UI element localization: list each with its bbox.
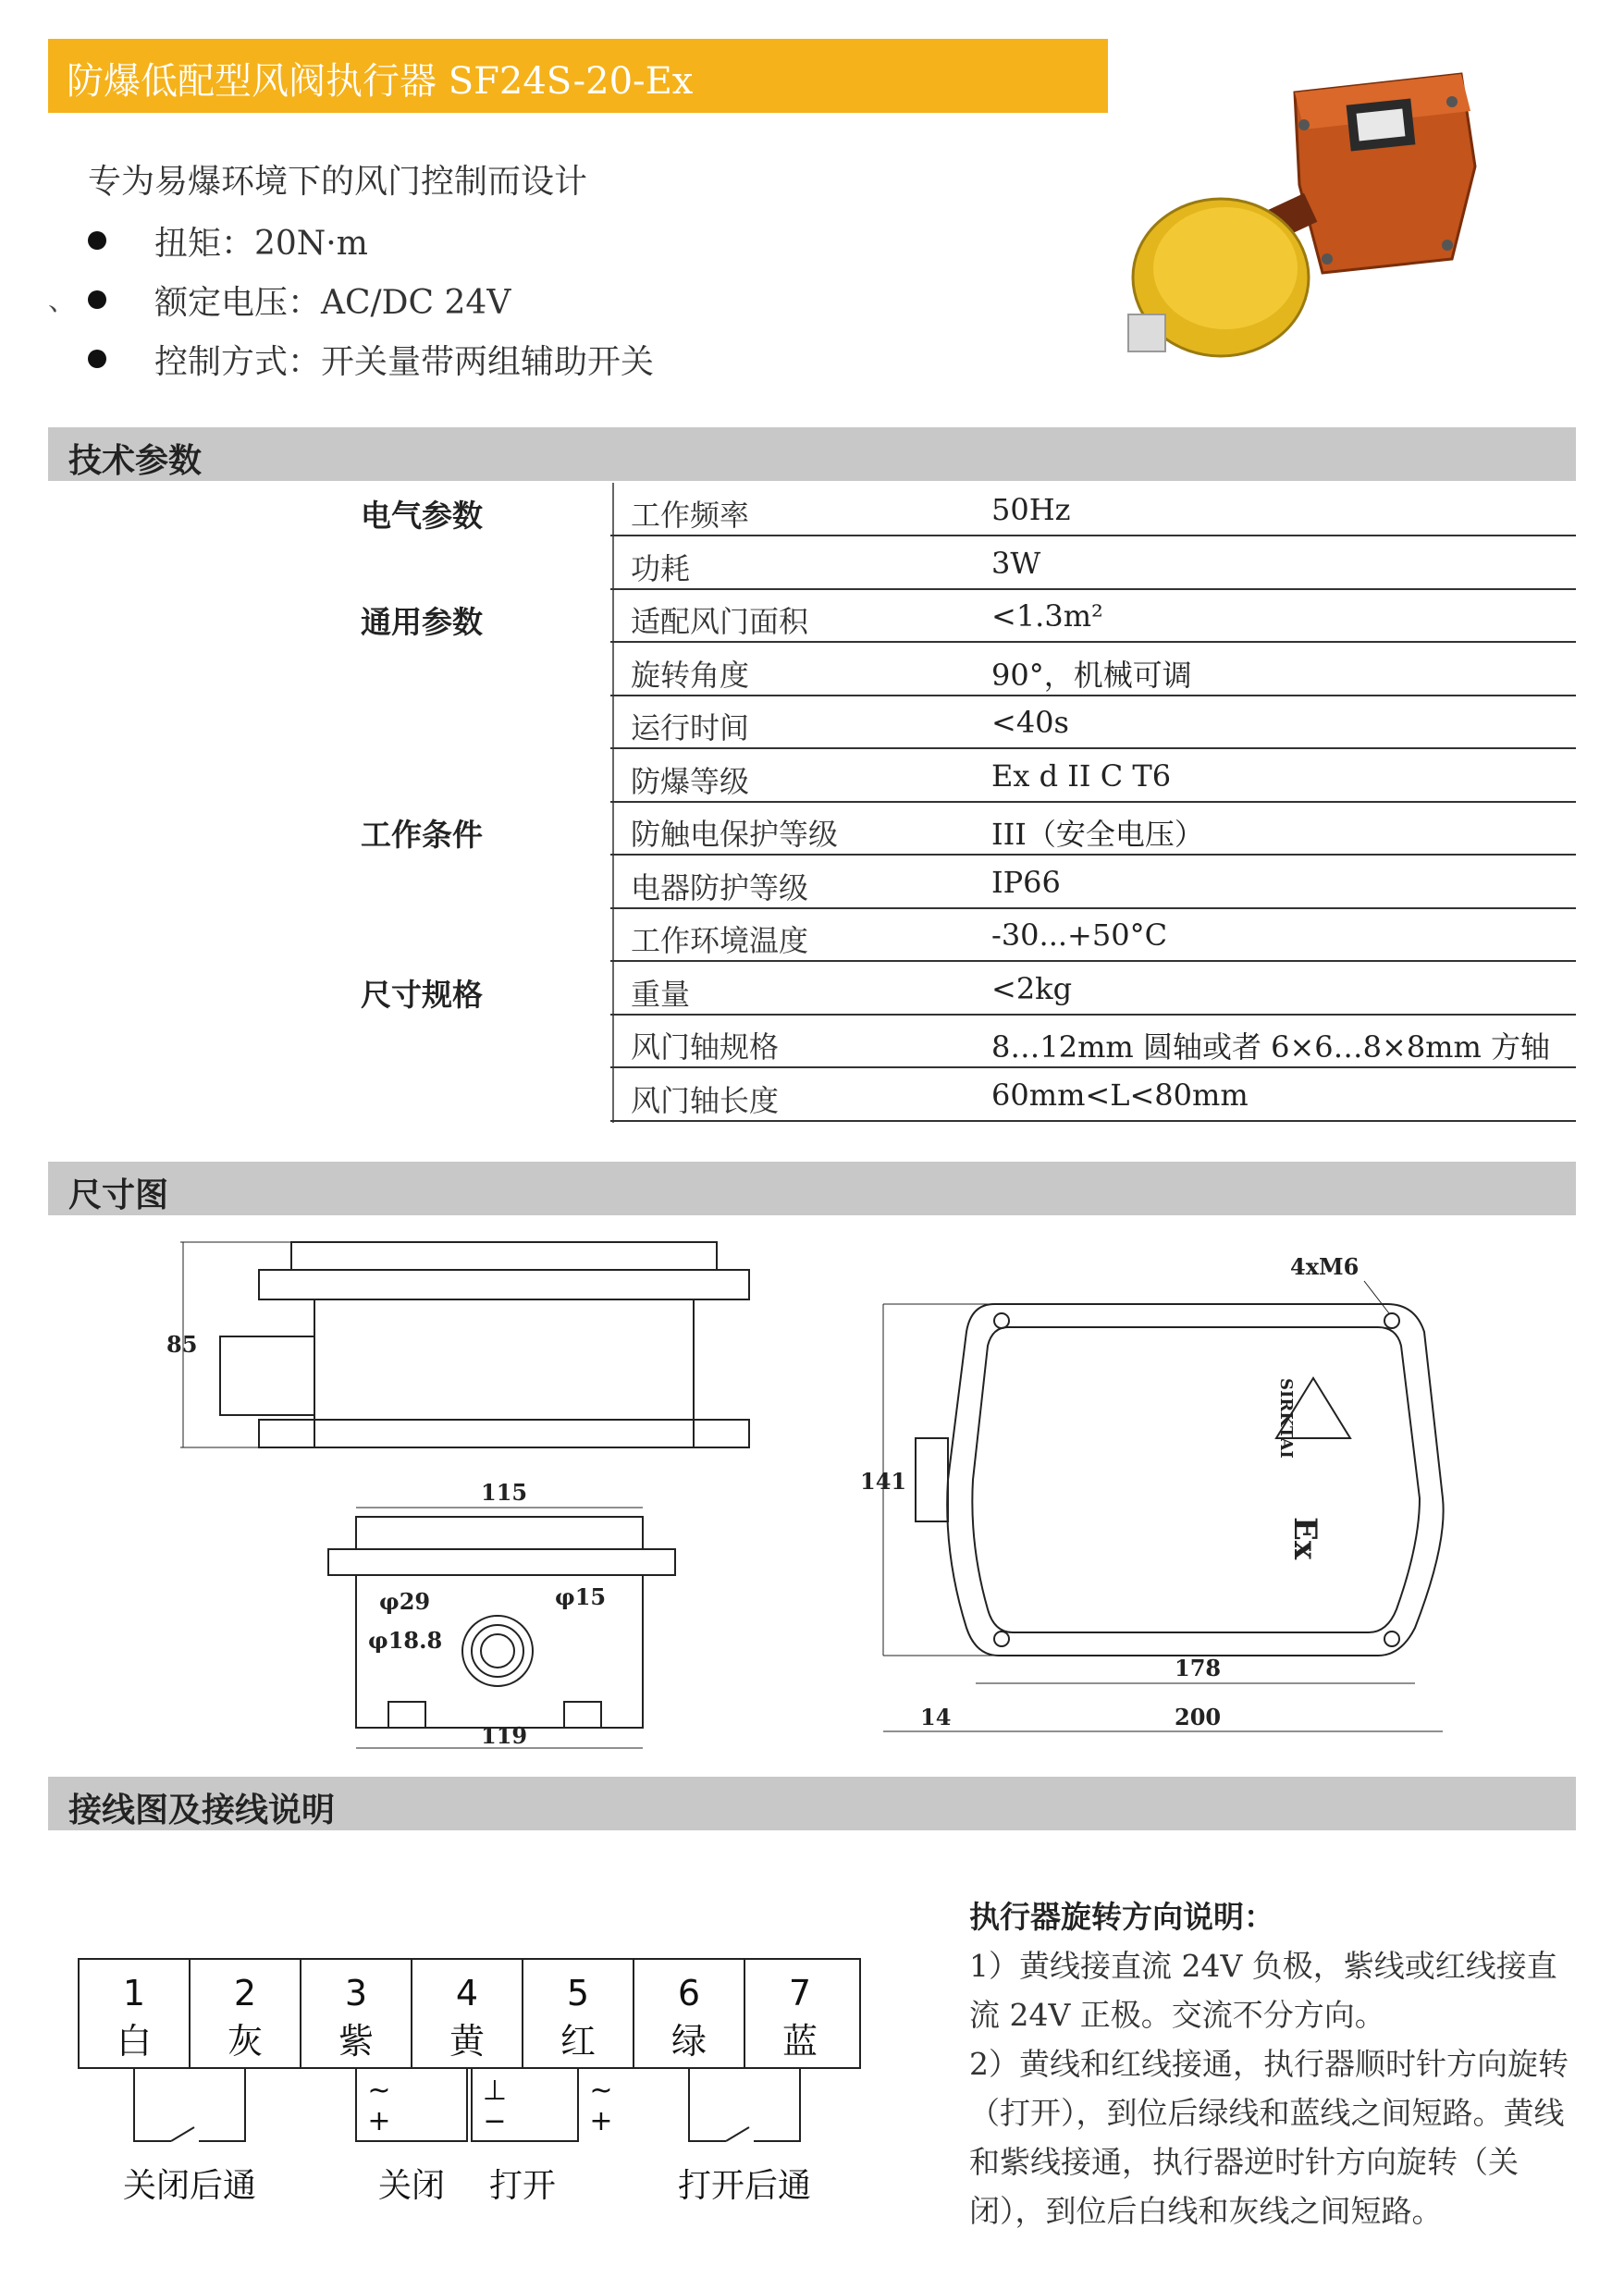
notes-title: 执行器旋转方向说明： <box>969 1899 1274 1935</box>
wiring-diagram <box>74 1933 869 2210</box>
dim-label-bolts: 4xM6 <box>1290 1253 1359 1280</box>
minus-symbol: − <box>483 2105 507 2137</box>
junction-box <box>1128 199 1309 356</box>
terminal-number: 7 <box>788 1973 812 2013</box>
table-row: 功耗 3W <box>361 536 1576 590</box>
title-bar <box>48 39 1108 113</box>
dim-label-14: 14 <box>920 1704 952 1730</box>
rotation-notes <box>969 1892 1580 2235</box>
label-close: 关闭 <box>377 2167 446 2205</box>
feature-item: 控制方式：开关量带两组辅助开关 <box>88 329 654 388</box>
terminal-number: 4 <box>455 1973 479 2013</box>
dim-label-85: 85 <box>166 1331 198 1358</box>
actuator-housing <box>1295 74 1475 273</box>
dim-label-115: 115 <box>481 1479 528 1506</box>
table-row: 防爆等级 Ex d II C T6 <box>361 749 1576 803</box>
intro-text: 专为易爆环境下的风门控制而设计 <box>88 163 588 201</box>
terminal-number: 6 <box>677 1973 701 2013</box>
feature-item: 额定电压：AC/DC 24V <box>88 270 654 329</box>
terminal-color: 红 <box>560 2021 597 2062</box>
dim-label-119: 119 <box>481 1722 528 1749</box>
plus-symbol: + <box>589 2105 613 2137</box>
section-header-specs: 技术参数 <box>48 427 1576 481</box>
dim-label-phi29: φ29 <box>379 1588 431 1615</box>
section-header-dimensions: 尺寸图 <box>48 1162 1576 1215</box>
table-row: 电气参数 工作频率 50Hz <box>361 483 1576 536</box>
terminal-color: 紫 <box>338 2021 375 2062</box>
product-photo <box>1119 37 1480 388</box>
section-header-wiring: 接线图及接线说明 <box>48 1777 1576 1830</box>
dim-label-phi15: φ15 <box>555 1583 607 1610</box>
table-row: 工作条件 防触电保护等级 III（安全电压） <box>361 802 1576 856</box>
terminal-color: 蓝 <box>781 2021 818 2062</box>
feature-item: 扭矩：20N·m <box>88 211 654 270</box>
table-row: 旋转角度 90°，机械可调 <box>361 643 1576 696</box>
dim-label-phi188: φ18.8 <box>368 1627 443 1654</box>
feature-list <box>88 211 654 388</box>
table-row: 风门轴长度 60mm<L<80mm <box>361 1068 1576 1122</box>
spec-table <box>361 483 1576 1121</box>
table-row: 风门轴规格 8…12mm 圆轴或者 6×6…8×8mm 方轴 <box>361 1015 1576 1068</box>
dim-label-141: 141 <box>860 1468 907 1495</box>
top-view <box>883 1281 1444 1731</box>
table-row: 电器防护等级 IP66 <box>361 856 1576 909</box>
table-row: 工作环境温度 -30...+50°C <box>361 908 1576 962</box>
terminal-color: 白 <box>116 2021 153 2062</box>
terminal-color: 绿 <box>671 2021 707 2062</box>
label-open: 打开 <box>488 2167 557 2205</box>
page-title: 防爆低配型风阀执行器 SF24S-20-Ex <box>67 60 694 103</box>
table-row: 尺寸规格 重量 <2kg <box>361 962 1576 1016</box>
side-view <box>180 1242 749 1447</box>
terminal-color: 灰 <box>227 2021 264 2062</box>
dim-label-178: 178 <box>1175 1655 1222 1681</box>
bullet-dot-icon <box>88 350 106 368</box>
terminal-number: 3 <box>344 1973 368 2013</box>
terminal-color: 黄 <box>449 2021 486 2062</box>
terminal-number: 5 <box>566 1973 590 2013</box>
bullet-dot-icon <box>88 231 106 250</box>
label-open-after: 打开后通 <box>677 2167 812 2205</box>
dim-label-200: 200 <box>1175 1704 1222 1730</box>
plus-symbol: + <box>367 2105 391 2137</box>
table-row: 通用参数 适配风门面积 <1.3m² <box>361 589 1576 643</box>
brand-mark: SIRKTAI <box>1276 1378 1296 1459</box>
terminal-number: 1 <box>122 1973 146 2013</box>
ac-symbol: ~ <box>589 2075 613 2107</box>
stray-mark: 、 <box>48 285 76 317</box>
terminal-number: 2 <box>233 1973 257 2013</box>
label-close-after: 关闭后通 <box>122 2167 257 2205</box>
notes-paragraph: 1）黄线接直流 24V 负极，紫线或红线接直流 24V 正极。交流不分方向。 <box>969 1948 1557 2033</box>
ground-symbol: ⊥ <box>482 2075 508 2107</box>
ac-symbol: ~ <box>367 2075 391 2107</box>
notes-paragraph: 2）黄线和红线接通，执行器顺时针方向旋转（打开），到位后绿线和蓝线之间短路。黄线和紫线接通，执行器逆时针方向旋转（关闭），到位后白线和灰线之间短路。 <box>969 2046 1569 2229</box>
ex-mark: Ex <box>1286 1517 1323 1560</box>
table-row: 运行时间 <40s <box>361 696 1576 749</box>
bullet-dot-icon <box>88 290 106 309</box>
front-view <box>328 1508 675 1748</box>
